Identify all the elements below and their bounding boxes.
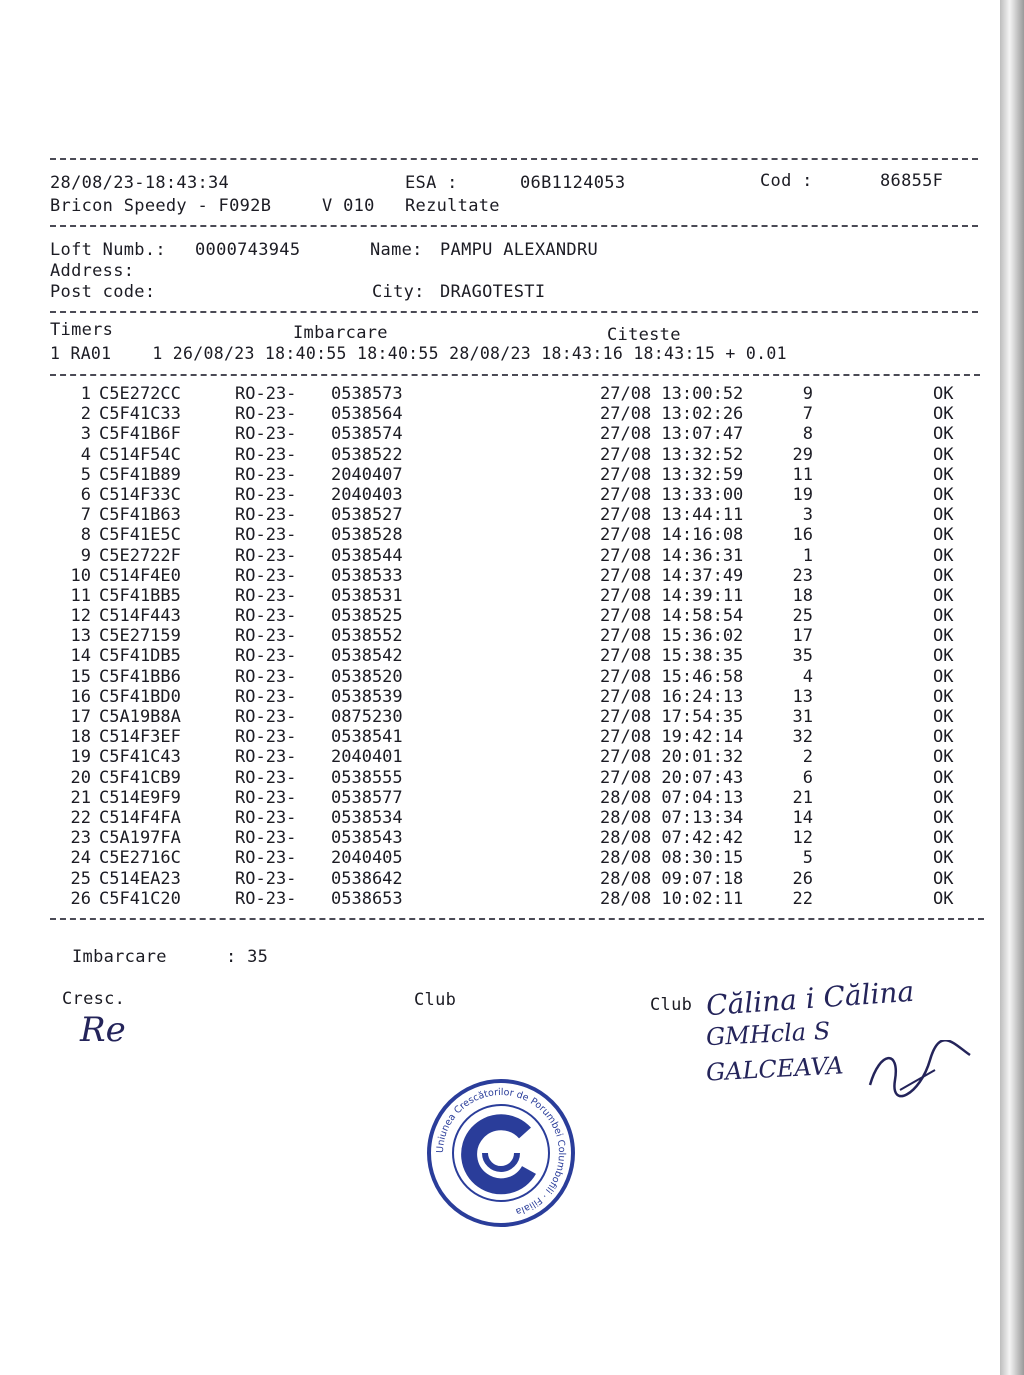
result-row — [55, 525, 985, 545]
result-basket-position: 8 — [802, 424, 813, 445]
result-chip-id: C514F4FA — [99, 807, 181, 828]
handwritten-line-1: Călina i Călina — [705, 974, 916, 1023]
result-status: OK — [933, 828, 954, 849]
result-ring-number: 0538533 — [331, 565, 403, 586]
result-chip-id: C5F41C20 — [99, 888, 181, 909]
result-index: 20 — [70, 767, 91, 788]
result-arrival-time: 27/08 20:07:43 — [600, 767, 744, 788]
result-arrival-time: 27/08 14:37:49 — [600, 565, 744, 586]
result-basket-position: 7 — [802, 404, 813, 425]
result-index: 11 — [70, 585, 91, 606]
result-row — [55, 747, 985, 767]
timers-imbarcare-label: Imbarcare — [293, 323, 388, 343]
result-chip-id: C5E2716C — [99, 848, 181, 869]
city-value: DRAGOTESTI — [440, 282, 546, 302]
result-basket-position: 2 — [802, 747, 813, 768]
cod-value: 86855F — [880, 171, 944, 191]
result-index: 16 — [70, 686, 91, 707]
result-index: 23 — [70, 828, 91, 849]
result-basket-position: 31 — [792, 707, 813, 727]
handwritten-line-2: GMHcla S — [705, 1016, 831, 1052]
result-basket-position: 26 — [792, 868, 813, 889]
result-index: 24 — [70, 848, 91, 869]
result-chip-id: C5F41C43 — [99, 747, 181, 768]
result-ring-prefix: RO-23- — [235, 606, 297, 627]
result-chip-id: C5F41B63 — [99, 505, 181, 526]
result-index: 12 — [70, 606, 91, 627]
result-row — [55, 687, 985, 707]
result-row — [55, 828, 985, 848]
result-ring-prefix: RO-23- — [235, 646, 297, 667]
result-basket-position: 25 — [792, 606, 813, 627]
result-basket-position: 11 — [792, 464, 813, 485]
result-index: 6 — [80, 484, 91, 505]
result-chip-id: C5F41B6F — [99, 424, 181, 445]
result-basket-position: 1 — [802, 545, 813, 566]
esa-label: ESA : — [405, 173, 458, 193]
result-ring-prefix: RO-23- — [235, 424, 297, 445]
result-chip-id: C5F41B89 — [99, 464, 181, 485]
result-status: OK — [933, 848, 954, 869]
result-ring-number: 0538527 — [331, 505, 403, 526]
result-row — [55, 848, 985, 868]
result-row — [55, 546, 985, 566]
result-row — [55, 646, 985, 666]
result-basket-position: 5 — [802, 848, 813, 869]
result-arrival-time: 27/08 14:16:08 — [600, 525, 744, 546]
result-basket-position: 6 — [802, 767, 813, 788]
result-arrival-time: 27/08 13:44:11 — [600, 505, 744, 526]
name-label: Name: — [370, 240, 423, 260]
result-chip-id: C5E272CC — [99, 384, 181, 404]
result-ring-number: 0538539 — [331, 686, 403, 707]
result-status: OK — [933, 747, 954, 768]
result-index: 21 — [70, 787, 91, 808]
result-ring-prefix: RO-23- — [235, 727, 297, 748]
timers-line: 1 RA01 1 26/08/23 18:40:55 18:40:55 28/08/23 18:43:16 18:43:15 + 0.01 — [50, 344, 787, 363]
result-ring-number: 2040405 — [331, 848, 403, 869]
result-ring-prefix: RO-23- — [235, 565, 297, 586]
result-ring-prefix: RO-23- — [235, 868, 297, 889]
result-index: 5 — [80, 464, 91, 485]
result-arrival-time: 27/08 15:46:58 — [600, 666, 744, 687]
result-status: OK — [933, 505, 954, 526]
result-arrival-time: 27/08 13:02:26 — [600, 404, 744, 425]
cod-label: Cod : — [760, 171, 813, 191]
address-label: Address: — [50, 261, 135, 281]
handwritten-line-3: GALCEAVA — [705, 1051, 845, 1087]
result-index: 17 — [70, 707, 91, 727]
result-status: OK — [933, 384, 954, 404]
timers-title: Timers — [50, 320, 114, 340]
result-arrival-time: 27/08 13:32:59 — [600, 464, 744, 485]
result-ring-prefix: RO-23- — [235, 545, 297, 566]
result-ring-prefix: RO-23- — [235, 707, 297, 727]
result-ring-number: 0538531 — [331, 585, 403, 606]
result-basket-position: 17 — [792, 626, 813, 647]
page-edge — [1000, 0, 1024, 1375]
result-ring-prefix: RO-23- — [235, 384, 297, 404]
result-arrival-time: 28/08 07:42:42 — [600, 828, 744, 849]
result-row — [55, 768, 985, 788]
result-status: OK — [933, 626, 954, 647]
result-status: OK — [933, 464, 954, 485]
result-basket-position: 9 — [802, 384, 813, 404]
result-ring-number: 0538573 — [331, 384, 403, 404]
result-ring-prefix: RO-23- — [235, 848, 297, 869]
result-index: 15 — [70, 666, 91, 687]
result-chip-id: C5F41DB5 — [99, 646, 181, 667]
result-row — [55, 606, 985, 626]
result-status: OK — [933, 727, 954, 748]
result-ring-prefix: RO-23- — [235, 767, 297, 788]
result-arrival-time: 27/08 14:39:11 — [600, 585, 744, 606]
result-ring-prefix: RO-23- — [235, 686, 297, 707]
cresc-label: Cresc. — [62, 989, 126, 1009]
result-ring-number: 0538577 — [331, 787, 403, 808]
result-chip-id: C514E9F9 — [99, 787, 181, 808]
result-arrival-time: 27/08 13:07:47 — [600, 424, 744, 445]
result-chip-id: C5F41CB9 — [99, 767, 181, 788]
result-basket-position: 14 — [792, 807, 813, 828]
result-basket-position: 32 — [792, 727, 813, 748]
result-status: OK — [933, 545, 954, 566]
result-row — [55, 727, 985, 747]
result-chip-id: C5F41BB5 — [99, 585, 181, 606]
club-label-1: Club — [414, 990, 457, 1010]
result-arrival-time: 27/08 14:58:54 — [600, 606, 744, 627]
result-index: 22 — [70, 807, 91, 828]
result-index: 2 — [80, 404, 91, 425]
result-status: OK — [933, 525, 954, 546]
result-index: 14 — [70, 646, 91, 667]
result-index: 3 — [80, 424, 91, 445]
result-index: 7 — [80, 505, 91, 526]
result-chip-id: C5E2722F — [99, 545, 181, 566]
result-chip-id: C5F41C33 — [99, 404, 181, 425]
result-ring-number: 0538542 — [331, 646, 403, 667]
result-arrival-time: 28/08 07:13:34 — [600, 807, 744, 828]
result-ring-number: 0538564 — [331, 404, 403, 425]
result-ring-number: 2040403 — [331, 484, 403, 505]
result-basket-position: 29 — [792, 444, 813, 465]
result-basket-position: 22 — [792, 888, 813, 909]
result-status: OK — [933, 767, 954, 788]
result-ring-prefix: RO-23- — [235, 828, 297, 849]
result-chip-id: C5A19B8A — [99, 707, 181, 727]
loft-value: 0000743945 — [195, 240, 301, 260]
result-index: 18 — [70, 727, 91, 748]
result-status: OK — [933, 707, 954, 727]
result-arrival-time: 28/08 08:30:15 — [600, 848, 744, 869]
result-chip-id: C5A197FA — [99, 828, 181, 849]
result-basket-position: 13 — [792, 686, 813, 707]
result-row — [55, 626, 985, 646]
result-ring-prefix: RO-23- — [235, 484, 297, 505]
result-ring-number: 0538541 — [331, 727, 403, 748]
result-row — [55, 808, 985, 828]
result-status: OK — [933, 787, 954, 808]
result-basket-position: 4 — [802, 666, 813, 687]
club-label-2: Club — [650, 995, 693, 1015]
result-basket-position: 16 — [792, 525, 813, 546]
timers-citeste-label: Citeste — [607, 325, 681, 345]
result-ring-prefix: RO-23- — [235, 807, 297, 828]
summary-imbarcare-label: Imbarcare — [72, 947, 167, 967]
club-signature-scribble — [860, 1040, 980, 1100]
result-index: 8 — [80, 525, 91, 546]
result-status: OK — [933, 585, 954, 606]
result-row — [55, 667, 985, 687]
result-chip-id: C514F3EF — [99, 727, 181, 748]
result-ring-prefix: RO-23- — [235, 404, 297, 425]
result-chip-id: C5F41E5C — [99, 525, 181, 546]
result-ring-prefix: RO-23- — [235, 505, 297, 526]
result-row — [55, 707, 985, 727]
result-index: 4 — [80, 444, 91, 465]
result-ring-number: 0875230 — [331, 707, 403, 727]
result-arrival-time: 28/08 09:07:18 — [600, 868, 744, 889]
result-row — [55, 404, 985, 424]
result-index: 25 — [70, 868, 91, 889]
result-row — [55, 424, 985, 444]
result-row — [55, 384, 985, 404]
result-arrival-time: 28/08 10:02:11 — [600, 888, 744, 909]
result-arrival-time: 27/08 15:38:35 — [600, 646, 744, 667]
result-row — [55, 445, 985, 465]
result-ring-number: 0538574 — [331, 424, 403, 445]
result-row — [55, 485, 985, 505]
result-basket-position: 23 — [792, 565, 813, 586]
result-arrival-time: 27/08 15:36:02 — [600, 626, 744, 647]
result-chip-id: C514F443 — [99, 606, 181, 627]
result-ring-number: 0538522 — [331, 444, 403, 465]
result-index: 13 — [70, 626, 91, 647]
result-arrival-time: 27/08 20:01:32 — [600, 747, 744, 768]
result-basket-position: 19 — [792, 484, 813, 505]
result-arrival-time: 27/08 19:42:14 — [600, 727, 744, 748]
esa-value: 06B1124053 — [520, 173, 626, 193]
result-ring-number: 0538555 — [331, 767, 403, 788]
result-ring-prefix: RO-23- — [235, 464, 297, 485]
result-basket-position: 3 — [802, 505, 813, 526]
result-ring-number: 0538525 — [331, 606, 403, 627]
cresc-signature: Re — [80, 1010, 126, 1050]
separator-fancier — [50, 311, 978, 313]
result-basket-position: 18 — [792, 585, 813, 606]
result-chip-id: C514F54C — [99, 444, 181, 465]
result-arrival-time: 27/08 16:24:13 — [600, 686, 744, 707]
result-ring-prefix: RO-23- — [235, 525, 297, 546]
result-status: OK — [933, 404, 954, 425]
result-chip-id: C514EA23 — [99, 868, 181, 889]
result-chip-id: C514F4E0 — [99, 565, 181, 586]
stamp-text: Uniunea Crescătorilor de Porumbei Columbofili · Filiala — [434, 1086, 568, 1217]
result-ring-prefix: RO-23- — [235, 787, 297, 808]
result-arrival-time: 27/08 13:00:52 — [600, 384, 744, 404]
result-ring-prefix: RO-23- — [235, 585, 297, 606]
result-ring-number: 2040401 — [331, 747, 403, 768]
result-status: OK — [933, 484, 954, 505]
result-basket-position: 35 — [792, 646, 813, 667]
result-ring-prefix: RO-23- — [235, 747, 297, 768]
result-index: 9 — [80, 545, 91, 566]
result-chip-id: C514F33C — [99, 484, 181, 505]
separator-header — [50, 225, 978, 227]
name-value: PAMPU ALEXANDRU — [440, 240, 599, 260]
separator-timers — [50, 374, 980, 376]
result-index: 26 — [70, 888, 91, 909]
summary-imbarcare-value: : 35 — [226, 947, 269, 967]
header-datetime: 28/08/23-18:43:34 — [50, 173, 230, 193]
result-index: 19 — [70, 747, 91, 768]
result-index: 10 — [70, 565, 91, 586]
result-status: OK — [933, 565, 954, 586]
result-status: OK — [933, 606, 954, 627]
result-ring-number: 0538642 — [331, 868, 403, 889]
result-status: OK — [933, 424, 954, 445]
device-name: Bricon Speedy - F092B — [50, 196, 272, 216]
result-row — [55, 566, 985, 586]
club-stamp — [425, 1078, 577, 1228]
result-chip-id: C5F41BB6 — [99, 666, 181, 687]
device-version: V 010 — [322, 196, 375, 216]
result-arrival-time: 27/08 13:33:00 — [600, 484, 744, 505]
result-ring-prefix: RO-23- — [235, 444, 297, 465]
result-status: OK — [933, 666, 954, 687]
result-ring-number: 0538653 — [331, 888, 403, 909]
result-arrival-time: 28/08 07:04:13 — [600, 787, 744, 808]
result-ring-number: 0538520 — [331, 666, 403, 687]
result-row — [55, 505, 985, 525]
result-arrival-time: 27/08 13:32:52 — [600, 444, 744, 465]
result-row — [55, 788, 985, 808]
postcode-label: Post code: — [50, 282, 156, 302]
separator-results — [50, 918, 984, 920]
result-arrival-time: 27/08 14:36:31 — [600, 545, 744, 566]
result-basket-position: 21 — [792, 787, 813, 808]
result-chip-id: C5F41BD0 — [99, 686, 181, 707]
result-ring-prefix: RO-23- — [235, 666, 297, 687]
result-chip-id: C5E27159 — [99, 626, 181, 647]
result-ring-prefix: RO-23- — [235, 888, 297, 909]
result-status: OK — [933, 686, 954, 707]
result-ring-number: 0538544 — [331, 545, 403, 566]
result-status: OK — [933, 888, 954, 909]
result-status: OK — [933, 646, 954, 667]
result-status: OK — [933, 444, 954, 465]
result-arrival-time: 27/08 17:54:35 — [600, 707, 744, 727]
report-type: Rezultate — [405, 196, 500, 216]
result-index: 1 — [80, 384, 91, 404]
result-ring-number: 0538552 — [331, 626, 403, 647]
separator-top — [50, 158, 978, 160]
results-table — [55, 384, 985, 909]
result-basket-position: 12 — [792, 828, 813, 849]
city-label: City: — [372, 282, 425, 302]
result-row — [55, 889, 985, 909]
result-status: OK — [933, 868, 954, 889]
result-row — [55, 869, 985, 889]
result-ring-number: 0538534 — [331, 807, 403, 828]
result-ring-number: 0538543 — [331, 828, 403, 849]
result-row — [55, 465, 985, 485]
result-row — [55, 586, 985, 606]
result-ring-number: 0538528 — [331, 525, 403, 546]
result-ring-number: 2040407 — [331, 464, 403, 485]
result-ring-prefix: RO-23- — [235, 626, 297, 647]
loft-label: Loft Numb.: — [50, 240, 166, 260]
result-status: OK — [933, 807, 954, 828]
